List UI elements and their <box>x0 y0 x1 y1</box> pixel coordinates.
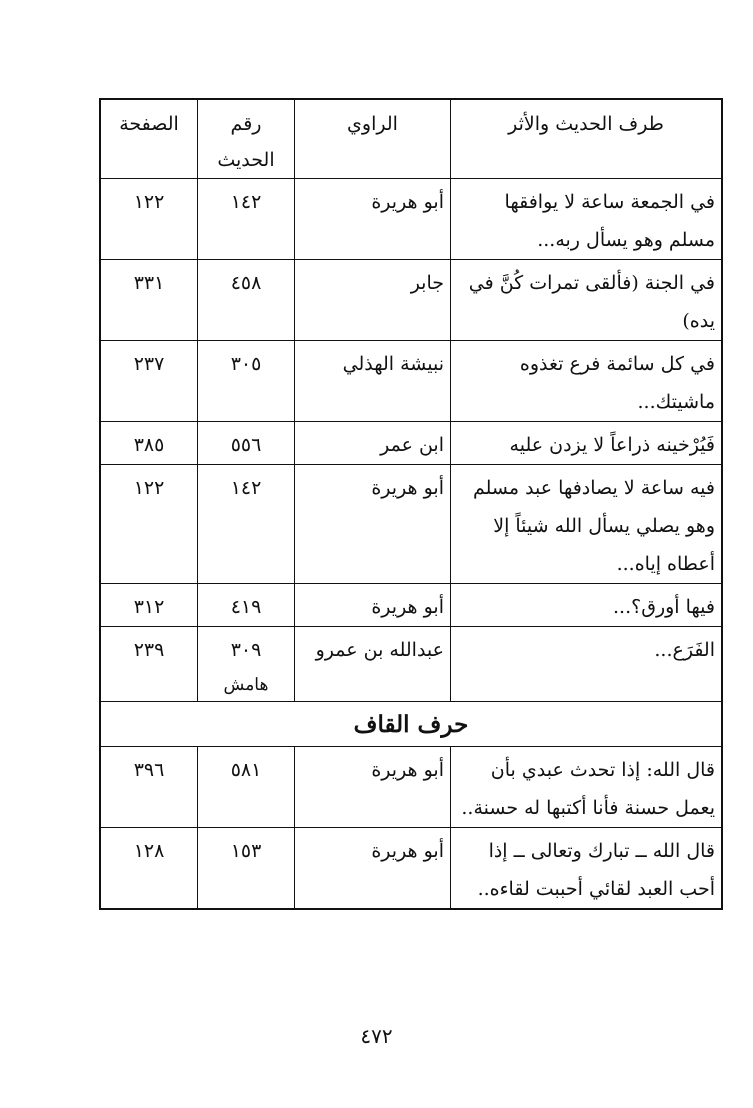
page-ref: ٣١٢ <box>100 584 198 627</box>
header-page: الصفحة <box>100 99 198 179</box>
table-row <box>100 260 722 341</box>
page-number: ٤٧٢ <box>360 1024 393 1048</box>
narrator-name: نبيشة الهذلي <box>295 341 451 422</box>
page-ref: ٢٣٩ <box>100 627 198 702</box>
hadith-number: ٥٨١ <box>198 747 295 828</box>
hadith-number: ٤١٩ <box>198 584 295 627</box>
narrator-name: أبو هريرة <box>295 828 451 910</box>
table-row <box>100 584 722 627</box>
narrator-name: عبدالله بن عمرو <box>295 627 451 702</box>
hadith-number: ١٤٢ <box>198 179 295 260</box>
header-number-line2: الحديث <box>217 149 275 171</box>
section-header-row <box>100 702 722 747</box>
page-ref: ١٢٨ <box>100 828 198 910</box>
table-row <box>100 341 722 422</box>
page-ref: ٣٣١ <box>100 260 198 341</box>
narrator-name: جابر <box>295 260 451 341</box>
hadith-number: ١٥٣ <box>198 828 295 910</box>
table-row <box>100 828 722 910</box>
header-number <box>198 99 295 179</box>
table-row <box>100 465 722 584</box>
page-ref: ٣٨٥ <box>100 422 198 465</box>
hadith-number: ٤٥٨ <box>198 260 295 341</box>
narrator-name: ابن عمر <box>295 422 451 465</box>
hadith-index-table <box>99 98 723 910</box>
hadith-text: في الجنة (فألقى تمرات كُنَّ في يده) <box>451 260 723 341</box>
hadith-text: فَيُرْخينه ذراعاً لا يزدن عليه <box>451 422 723 465</box>
header-hadith: طرف الحديث والأثر <box>451 99 723 179</box>
hadith-text: فيها أورق؟... <box>451 584 723 627</box>
narrator-name: أبو هريرة <box>295 465 451 584</box>
page-ref: ٢٣٧ <box>100 341 198 422</box>
narrator-name: أبو هريرة <box>295 179 451 260</box>
hadith-number: ١٤٢ <box>198 465 295 584</box>
hadith-number: ٣٠٥ <box>198 341 295 422</box>
narrator-name: أبو هريرة <box>295 584 451 627</box>
hadith-text: قال الله: إذا تحدث عبدي بأن يعمل حسنة فأنا أكتبها له حسنة.. <box>451 747 723 828</box>
hadith-text: قال الله ــ تبارك وتعالى ــ إذا أحب العبد لقائي أحببت لقاءه.. <box>451 828 723 910</box>
table-row <box>100 422 722 465</box>
hadith-number <box>198 627 295 702</box>
page-ref: ١٢٢ <box>100 179 198 260</box>
hadith-text: الفَرَع... <box>451 627 723 702</box>
margin-note: هامش <box>223 675 269 695</box>
hadith-number: ٥٥٦ <box>198 422 295 465</box>
header-narrator: الراوي <box>295 99 451 179</box>
table-row <box>100 179 722 260</box>
narrator-name: أبو هريرة <box>295 747 451 828</box>
hadith-text: في كل سائمة فرع تغذوه ماشيتك... <box>451 341 723 422</box>
header-number-line1: رقم <box>230 113 262 135</box>
table-row <box>100 627 722 702</box>
hadith-text: في الجمعة ساعة لا يوافقها مسلم وهو يسأل ربه... <box>451 179 723 260</box>
section-title: حرف القاف <box>100 702 722 747</box>
page-ref: ٣٩٦ <box>100 747 198 828</box>
hadith-number-value: ٣٠٩ <box>230 639 262 661</box>
hadith-text: فيه ساعة لا يصادفها عبد مسلم وهو يصلي يسأل الله شيئاً إلا أعطاه إياه... <box>451 465 723 584</box>
table-header-row <box>100 99 722 179</box>
page-ref: ١٢٢ <box>100 465 198 584</box>
table-row <box>100 747 722 828</box>
